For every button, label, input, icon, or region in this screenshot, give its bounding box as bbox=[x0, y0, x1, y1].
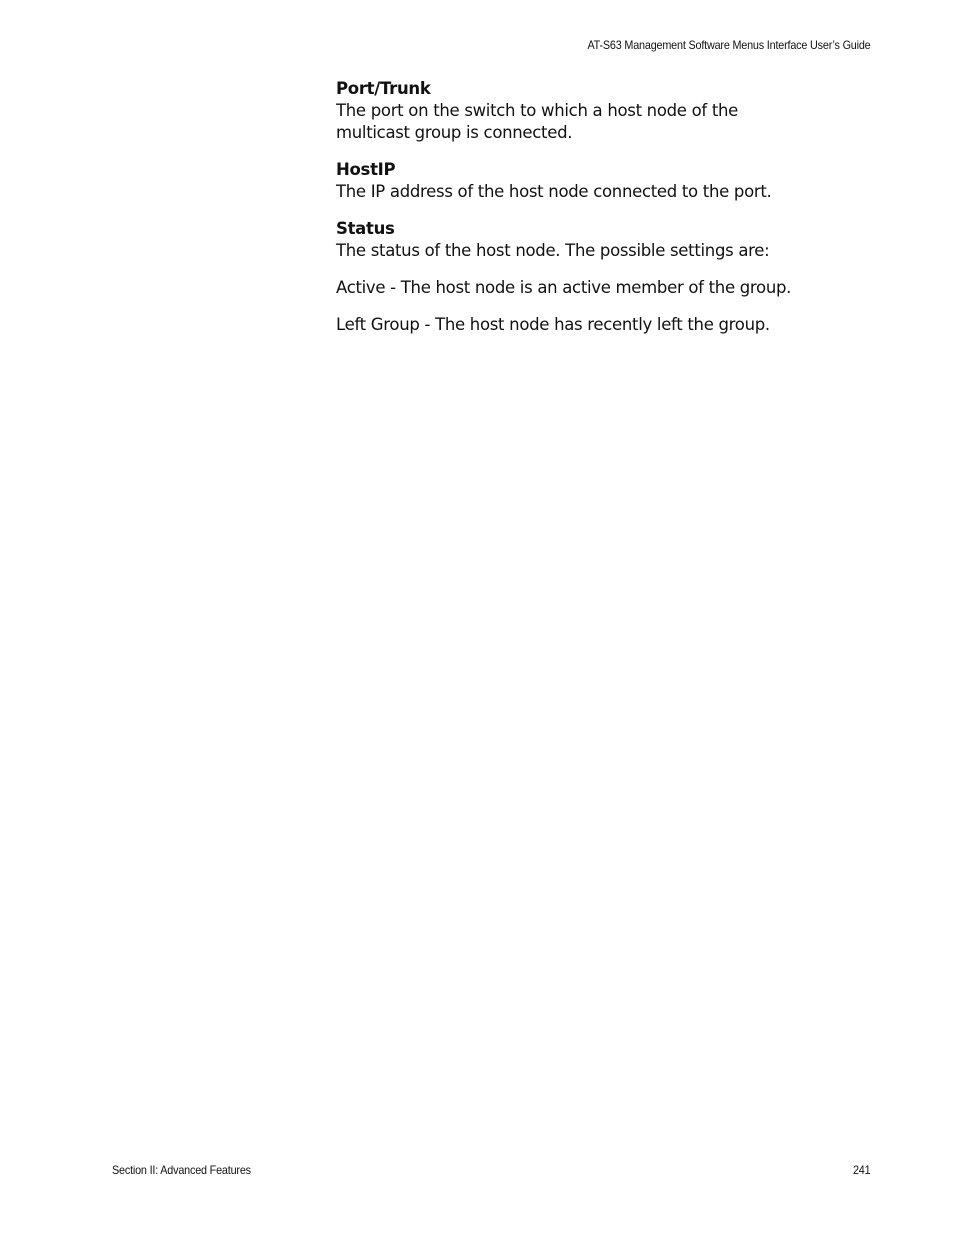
document-body bbox=[336, 78, 836, 351]
field-description: The port on the switch to which a host node of the multicast group is connected. bbox=[336, 101, 739, 142]
footer-section: Section II: Advanced Features bbox=[112, 1163, 251, 1177]
status-option-left-group: Left Group - The host node has recently left the group. bbox=[336, 315, 770, 334]
field-hostip bbox=[336, 159, 836, 203]
field-title: Status bbox=[336, 219, 395, 238]
status-option-active: Active - The host node is an active member of the group. bbox=[336, 278, 792, 297]
field-description: The IP address of the host node connected to the port. bbox=[336, 182, 772, 201]
field-title: HostIP bbox=[336, 160, 396, 179]
field-description: The status of the host node. The possible settings are: bbox=[336, 241, 770, 260]
field-status bbox=[336, 218, 836, 262]
field-port-trunk bbox=[336, 78, 836, 144]
running-footer bbox=[112, 1163, 870, 1177]
page-number: 241 bbox=[852, 1163, 870, 1177]
running-header: AT-S63 Management Software Menus Interface User’s Guide bbox=[586, 38, 870, 52]
field-title: Port/Trunk bbox=[336, 79, 431, 98]
